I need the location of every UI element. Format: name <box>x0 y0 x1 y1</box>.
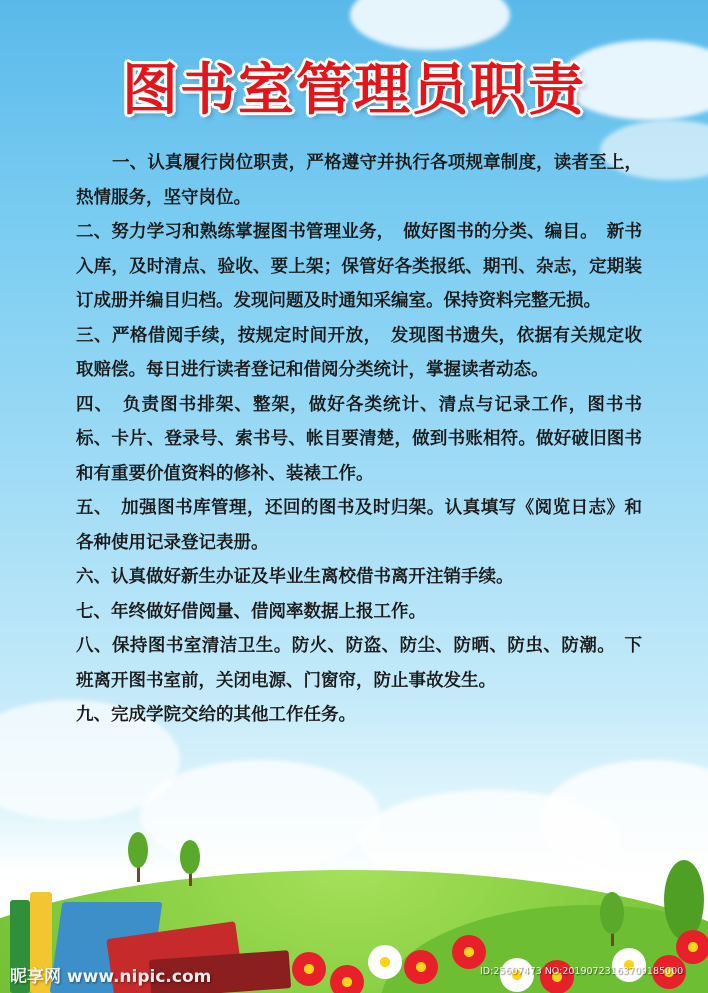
duty-item: 九、完成学院交给的其他工作任务。 <box>76 705 356 725</box>
tree-icon <box>180 840 200 874</box>
flower-icon <box>292 952 326 986</box>
duty-item: 三、严格借阅手续，按规定时间开放， 发现图书遗失，依据有关规定收取赔偿。每日进行读者登记和借阅分类统计，掌握读者动态。 <box>76 325 642 380</box>
duty-list <box>76 146 642 733</box>
duty-item: 八、保持图书室清洁卫生。防火、防盗、防尘、防晒、防虫、防潮。 下班离开图书室前，关闭电源、门窗帘，防止事故发生。 <box>76 636 642 691</box>
flower-icon <box>452 935 486 969</box>
flower-icon <box>404 950 438 984</box>
duty-item: 五、 加强图书库管理，还回的图书及时归架。认真填写《阅览日志》和各种使用记录登记表册。 <box>76 498 642 553</box>
duty-item: 六、认真做好新生办证及毕业生离校借书离开注销手续。 <box>76 567 514 587</box>
cloud <box>140 760 380 870</box>
duty-item: 二、努力学习和熟练掌握图书管理业务， 做好图书的分类、编目。 新书入库，及时清点、验收、要上架；保管好各类报纸、期刊、杂志，定期装订成册并编目归档。发现问题及时通知采编室。保持资料完整无损。 <box>76 222 642 311</box>
photo-id-label: ID:25607473 NO:20190723163709185000 <box>480 966 684 977</box>
tree-icon <box>128 832 148 868</box>
duty-item: 七、年终做好借阅量、借阅率数据上报工作。 <box>76 601 426 622</box>
flower-icon <box>368 945 402 979</box>
duty-item: 四、 负责图书排架、整架，做好各类统计、清点与记录工作，图书书标、卡片、登录号、索书号、帐目要清楚，做到书账相符。做好破旧图书和有重要价值资料的修补、装裱工作。 <box>76 394 642 484</box>
tree-icon <box>664 860 704 940</box>
flower-icon <box>676 930 708 964</box>
tree-icon <box>600 892 624 934</box>
cloud <box>350 0 510 50</box>
flower-icon <box>330 965 364 993</box>
watermark: 昵享网 www.nipic.com <box>10 967 212 987</box>
duty-item: 一、认真履行岗位职责，严格遵守并执行各项规章制度，读者至上，热情服务，坚守岗位。 <box>76 153 642 208</box>
page-title: 图书室管理员职责 <box>122 58 586 123</box>
